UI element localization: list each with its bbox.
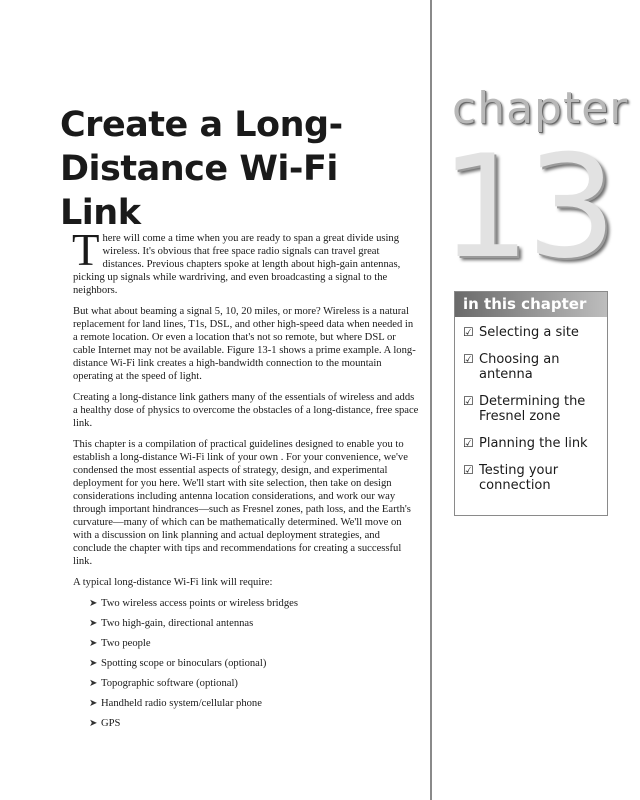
list-item-label: Selecting a site	[479, 325, 579, 340]
checkbox-icon: ☑	[463, 394, 474, 408]
arrow-bullet-icon: ➤	[89, 658, 98, 669]
chapter-number: 13	[440, 125, 613, 290]
in-this-chapter-list	[455, 317, 607, 493]
list-item	[89, 617, 420, 630]
list-item-label: Two people	[101, 638, 151, 649]
paragraph: Creating a long-distance link gathers many of the essentials of wireless and adds a healthy dose of physics to overcome the obstacles of a long-distance, free space link.	[73, 392, 419, 429]
list-item	[89, 697, 420, 710]
arrow-bullet-icon: ➤	[89, 698, 98, 709]
list-item	[89, 657, 420, 670]
list-intro: A typical long-distance Wi-Fi link will require:	[73, 577, 273, 588]
intro-paragraph	[72, 225, 420, 297]
checkbox-icon: ☑	[463, 352, 474, 366]
list-item	[463, 394, 607, 424]
list-item	[463, 463, 607, 493]
list-item-label: Spotting scope or binoculars (optional)	[101, 658, 267, 669]
list-item	[463, 325, 607, 340]
list-item-label: Two high-gain, directional antennas	[101, 618, 254, 629]
list-item	[89, 677, 420, 690]
paragraph: But what about beaming a signal 5, 10, 20 miles, or more? Wireless is a natural replacement for land lines, T1s, DSL, and other high-speed data when needed in a remote location. Or even a location that's not so remote, but where DSL or cable Internet may not be available. Figure 13-1 shows a prime example. A long-distance Wi-Fi link creates a high-bandwidth connection to the mountain operating at the speed of light.	[73, 306, 416, 382]
arrow-bullet-icon: ➤	[89, 678, 98, 689]
list-item	[463, 436, 607, 451]
list-item	[89, 717, 420, 730]
arrow-bullet-icon: ➤	[89, 718, 98, 729]
list-item-label: Topographic software (optional)	[101, 678, 238, 689]
arrow-bullet-icon: ➤	[89, 618, 98, 629]
column-divider	[430, 0, 432, 800]
body-text	[72, 225, 420, 737]
checkbox-icon: ☑	[463, 325, 474, 339]
list-item-label: Determining the Fresnel zone	[479, 394, 586, 424]
paragraph-text: here will come a time when you are ready to span a great divide using wireless. It's obvious that free space radio signals can travel great distances. Previous chapters spoke at length about high-gain antennas, picking up signals while wardriving, and even broadcasting a signal to the neighbors.	[73, 233, 401, 296]
list-item	[463, 352, 607, 382]
list-item-label: Choosing an antenna	[479, 352, 560, 382]
checkbox-icon: ☑	[463, 436, 474, 450]
paragraph: This chapter is a compilation of practical guidelines designed to enable you to establish a long-distance Wi-Fi link of your own . For your convenience, we've condensed the most essential aspects of strategy, design, and experimental deployment for you here. We'll start with site selection, then take on design considerations including antenna location considerations, and work our way through important hindrances—such as Fresnel zones, path loss, and the Earth's curvature—many of which can be mathematically determined. We'll move on with a discussion on link planning and actual deployment strategies, and conclude the chapter with tips and recommendations for creating a successful link.	[73, 439, 411, 567]
checkbox-icon: ☑	[463, 463, 474, 477]
list-item	[89, 597, 420, 610]
list-item	[89, 637, 420, 650]
drop-cap: T	[72, 225, 100, 275]
in-this-chapter-box	[454, 291, 608, 516]
list-item-label: Handheld radio system/cellular phone	[101, 698, 262, 709]
list-item-label: Testing your connection	[479, 463, 559, 493]
list-item-label: Two wireless access points or wireless bridges	[101, 598, 298, 609]
arrow-bullet-icon: ➤	[89, 638, 98, 649]
requirements-list	[73, 597, 420, 730]
arrow-bullet-icon: ➤	[89, 598, 98, 609]
chapter-title: Create a Long-Distance Wi-Fi Link	[60, 105, 343, 233]
chapter-label: chapter	[452, 83, 629, 134]
list-item-label: Planning the link	[479, 436, 588, 451]
in-this-chapter-heading: in this chapter	[455, 292, 607, 317]
list-item-label: GPS	[101, 718, 121, 729]
